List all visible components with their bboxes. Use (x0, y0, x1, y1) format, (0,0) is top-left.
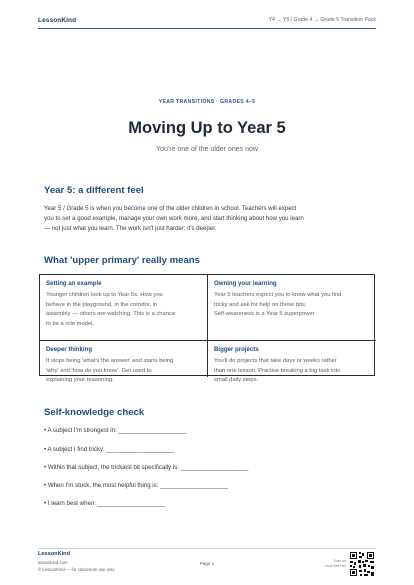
qr-caption-line: Scan for (333, 559, 346, 563)
intro-line: you to set a good example, manage your own work more, and start thinking about how you learn (44, 215, 304, 222)
card-line: to be a role model. (46, 320, 95, 327)
footer-divider (38, 548, 376, 549)
intro-line: — not just what you learn. The work isn't just harder; it's deeper. (44, 225, 217, 232)
section-heading-upper-primary: What 'upper primary' really means (44, 255, 200, 266)
page-title: Moving Up to Year 5 (128, 119, 286, 137)
header-divider (38, 28, 376, 29)
card-title: Bigger projects (214, 346, 259, 353)
card-owning-learning (208, 275, 376, 341)
footer-brand: LessonKind (38, 551, 71, 557)
checklist-item[interactable]: • A subject I'm strongest in: ____________________ (44, 427, 187, 434)
checklist-item[interactable]: • When I'm stuck, the most helpful thing is: ____________________ (44, 482, 228, 489)
intro-paragraph (44, 204, 374, 234)
page-number: Page 1 (199, 561, 215, 566)
qr-caption-line: more free use (325, 563, 346, 568)
intro-line: Year 5 / Grade 5 is when you become one of the older children in school. Teachers will expect (44, 205, 297, 212)
breadcrumb: Y4 → Y5 / Grade 4 → Grade 5 Transition Pack (268, 17, 376, 23)
section-heading-year5: Year 5: a different feel (44, 185, 144, 196)
page-subtitle: You're one of the older ones now (156, 146, 258, 153)
card-setting-example (40, 275, 208, 341)
card-line: assembly — others are watching. This is a chance (46, 311, 176, 317)
card-line: 'why' and 'how do you know'. Get used to (46, 367, 152, 374)
card-title: Owning your learning (214, 280, 277, 287)
footer-website-link[interactable]: lessonkind.com (38, 560, 68, 565)
brand-logo-text[interactable]: LessonKind (38, 16, 77, 24)
footer-copyright: © LessonKind — for classroom use only (38, 567, 115, 572)
card-line: explaining your reasoning. (46, 377, 114, 383)
checklist-item[interactable]: • Within that subject, the trickiest bit specifically is: ____________________ (44, 464, 249, 471)
card-body (214, 357, 370, 386)
card-line: small daily steps. (214, 377, 259, 383)
checklist-item[interactable]: • A subject I find tricky: ____________________ (44, 446, 175, 453)
card-deeper-thinking (40, 341, 208, 383)
card-body (46, 291, 201, 329)
card-title: Setting an example (46, 280, 102, 287)
card-line: Year 5 teachers expect you to know what you find (214, 292, 342, 298)
section-heading-self-knowledge: Self-knowledge check (44, 407, 145, 418)
card-body (46, 357, 201, 386)
card-body (214, 291, 370, 320)
card-line: behave in the playground, in the corridor, in (46, 301, 158, 308)
page-header (38, 14, 376, 26)
meaning-card-grid (39, 274, 375, 383)
qr-code-icon[interactable] (349, 551, 375, 577)
eyebrow-label: YEAR TRANSITIONS · GRADES 4–5 (158, 99, 256, 105)
card-line: You'll do projects that take days or weeks rather (214, 358, 337, 364)
checklist-item[interactable]: • I learn best when: ____________________ (44, 500, 166, 507)
card-bigger-projects (208, 341, 376, 383)
card-line: Self-awareness is a Year 5 superpower. (214, 311, 316, 317)
card-title: Deeper thinking (46, 346, 93, 353)
card-line: than one lesson. Practise breaking a big task into (214, 367, 341, 374)
card-line: tricky and ask for help on those bits. (214, 301, 307, 308)
card-line: Younger children look up to Year 5s. How you (46, 292, 163, 298)
qr-caption (318, 559, 346, 568)
card-line: It stops being 'what's the answer' and starts being (46, 358, 174, 364)
